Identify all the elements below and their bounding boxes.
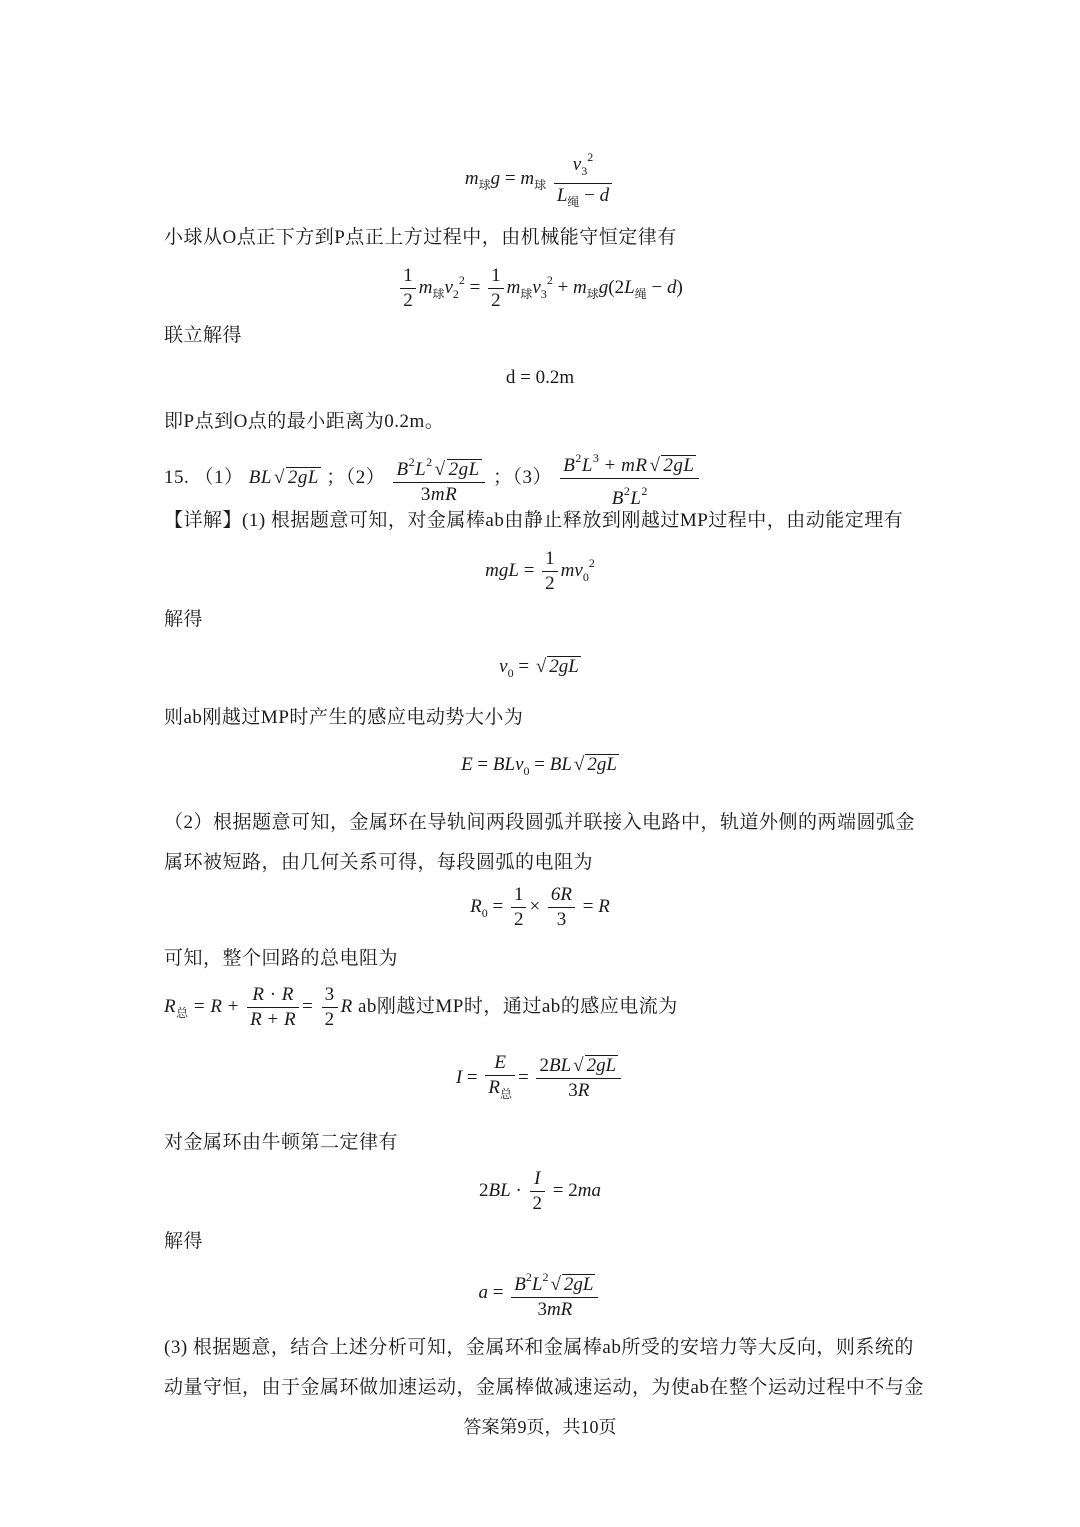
equation-emf: E = BLv$_0$ = BL √ 2gL	[461, 754, 617, 778]
paragraph-total-resistance: 可知，整个回路的总电阻为	[164, 948, 399, 969]
detail-part-1: 【详解】(1) 根据题意可知，对金属棒ab由静止释放到刚越过MP过程中，由动能定理有	[164, 510, 904, 531]
equation-v0: $v_0$ = √ 2gL	[499, 656, 579, 680]
paragraph-solve-2: 解得	[164, 1231, 204, 1252]
paragraph-solve-1: 解得	[164, 609, 204, 630]
equation-circular-motion: $m_球g = m_球$ $\frac{v_3^2}{L_绳 - d}$	[0, 146, 1080, 213]
paragraph-energy-conservation: 小球从O点正下方到P点正上方过程中，由机械能守恒定律有	[164, 227, 677, 248]
paragraph-combine: 联立解得	[164, 325, 243, 346]
equation-r0: $R_0$ = $\frac{1}{2}$ × $\frac{6R}{3}$ = R	[470, 884, 610, 930]
equation-current: I = $\frac{E}{R_总}$ = $\frac{2BL √ 2gL}{3R}$	[0, 1052, 1080, 1105]
page-footer: 答案第9页，共10页	[463, 1417, 617, 1437]
paragraph-newton: 对金属环由牛顿第二定律有	[164, 1132, 399, 1153]
paragraph-current: ab刚越过MP时，通过ab的感应电流为	[357, 995, 678, 1017]
equation-d-result: d = 0.2m	[505, 367, 575, 388]
paragraph-min-distance: 即P点到O点的最小距离为0.2m。	[164, 411, 445, 432]
detail-part-3: (3) 根据题意，结合上述分析可知，金属环和金属棒ab所受的安培力等大反向，则系统的动量守恒，由于金属环做加速运动，金属棒做减速运动，为使ab在整个运动过程中不与金	[164, 1337, 924, 1398]
q15-answers: 15. （1） BL √ 2gL ；（2） $\frac{B^2L^2 √ 2gL}{3mR}$ ；（3） $\frac{B^2L^3 + mR √ 2gL}{B^2L^2}$	[164, 447, 1064, 510]
equation-total-resistance: $R_总 = R$ + $\frac{R \cdot R}{R + R}$ = $\frac{3}{2}$ R ab刚越过MP时，通过ab的感应电流为	[164, 984, 678, 1030]
paragraph-emf: 则ab刚越过MP时产生的感应电动势大小为	[164, 707, 524, 728]
equation-newton: 2BL · $\frac{I}{2}$ = 2ma	[479, 1168, 601, 1214]
detail-part-2: （2）根据题意可知，金属环在导轨间两段圆弧并联接入电路中，轨道外侧的两端圆弧金属环被短路，由几何关系可得，每段圆弧的电阻为	[164, 812, 916, 873]
equation-kinetic-energy: mgL = $\frac{1}{2}$ $mv_0^2$	[485, 548, 595, 594]
equation-energy-conservation: $\frac{1}{2}$ $m_球v_2^2$ = $\frac{1}{2}$ $m_球v_3^2 + m_球g(2L_绳 - d)$	[0, 265, 1080, 312]
equation-acceleration: a = $\frac{B^2L^2 √ 2gL}{3mR}$	[0, 1266, 1080, 1321]
